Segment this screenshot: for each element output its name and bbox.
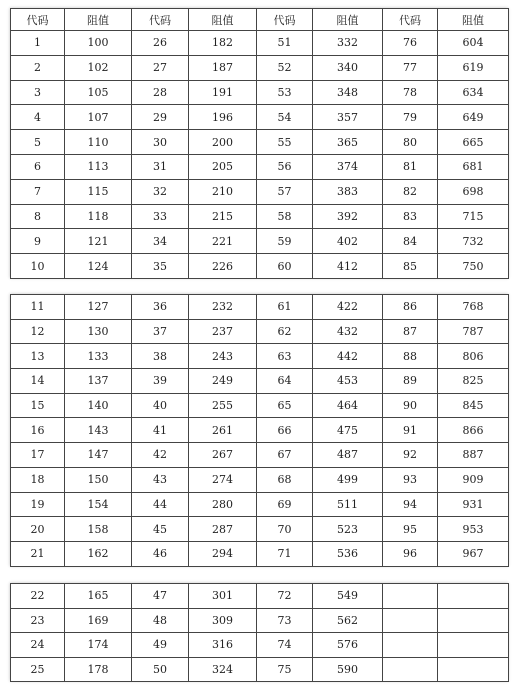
resistance-cell: 499 [313, 467, 383, 492]
code-cell: 79 [383, 105, 438, 130]
table-row [11, 633, 509, 658]
code-cell: 74 [257, 633, 313, 658]
resistance-cell: 294 [189, 541, 257, 566]
code-cell: 13 [11, 344, 65, 369]
code-cell: 80 [383, 130, 438, 155]
code-cell: 35 [132, 254, 189, 279]
code-cell: 94 [383, 492, 438, 517]
code-cell: 60 [257, 254, 313, 279]
resistance-cell: 340 [313, 55, 383, 80]
code-cell: 38 [132, 344, 189, 369]
code-cell: 1 [11, 31, 65, 56]
table-row [11, 319, 509, 344]
resistance-cell: 967 [438, 541, 509, 566]
code-cell: 65 [257, 393, 313, 418]
code-cell: 46 [132, 541, 189, 566]
resistance-cell: 590 [313, 657, 383, 682]
resistance-table-block-1 [10, 8, 508, 278]
resistance-cell: 221 [189, 229, 257, 254]
code-cell: 15 [11, 393, 65, 418]
resistance-cell: 115 [65, 179, 132, 204]
resistance-cell: 301 [189, 584, 257, 609]
resistance-cell: 133 [65, 344, 132, 369]
code-cell: 30 [132, 130, 189, 155]
resistance-cell: 102 [65, 55, 132, 80]
code-cell: 75 [257, 657, 313, 682]
table-row [11, 584, 509, 609]
resistance-cell: 118 [65, 204, 132, 229]
code-cell: 12 [11, 319, 65, 344]
resistance-cell: 121 [65, 229, 132, 254]
code-cell: 62 [257, 319, 313, 344]
resistance-cell: 332 [313, 31, 383, 56]
code-cell: 42 [132, 443, 189, 468]
resistance-cell: 464 [313, 393, 383, 418]
resistance-cell: 562 [313, 608, 383, 633]
resistance-cell: 909 [438, 467, 509, 492]
code-cell: 82 [383, 179, 438, 204]
table-row [11, 393, 509, 418]
code-cell: 34 [132, 229, 189, 254]
resistance-table-1 [10, 8, 509, 279]
code-cell: 41 [132, 418, 189, 443]
code-cell: 78 [383, 80, 438, 105]
table-row [11, 492, 509, 517]
header-resistance: 阻值 [189, 9, 257, 31]
resistance-cell: 887 [438, 443, 509, 468]
code-cell: 53 [257, 80, 313, 105]
code-cell: 59 [257, 229, 313, 254]
resistance-cell: 619 [438, 55, 509, 80]
code-cell: 33 [132, 204, 189, 229]
resistance-cell: 237 [189, 319, 257, 344]
table-row [11, 657, 509, 682]
resistance-cell: 105 [65, 80, 132, 105]
resistance-cell: 453 [313, 369, 383, 394]
table-row [11, 608, 509, 633]
resistance-cell: 150 [65, 467, 132, 492]
resistance-cell: 232 [189, 295, 257, 320]
resistance-cell: 357 [313, 105, 383, 130]
resistance-cell: 140 [65, 393, 132, 418]
code-cell: 96 [383, 541, 438, 566]
resistance-cell: 162 [65, 541, 132, 566]
resistance-cell: 274 [189, 467, 257, 492]
code-cell: 25 [11, 657, 65, 682]
table-row [11, 344, 509, 369]
code-cell: 11 [11, 295, 65, 320]
resistance-cell: 143 [65, 418, 132, 443]
resistance-cell: 715 [438, 204, 509, 229]
code-cell: 8 [11, 204, 65, 229]
code-cell: 14 [11, 369, 65, 394]
resistance-cell [438, 584, 509, 609]
code-cell: 77 [383, 55, 438, 80]
resistance-cell: 226 [189, 254, 257, 279]
table-row [11, 467, 509, 492]
table-row [11, 517, 509, 542]
resistance-cell: 665 [438, 130, 509, 155]
code-cell: 6 [11, 154, 65, 179]
code-cell: 52 [257, 55, 313, 80]
table-row [11, 130, 509, 155]
resistance-cell: 169 [65, 608, 132, 633]
code-cell: 83 [383, 204, 438, 229]
code-cell: 3 [11, 80, 65, 105]
resistance-cell: 536 [313, 541, 383, 566]
resistance-cell: 698 [438, 179, 509, 204]
table-row [11, 418, 509, 443]
resistance-cell: 487 [313, 443, 383, 468]
resistance-cell: 432 [313, 319, 383, 344]
table-row [11, 80, 509, 105]
code-cell: 95 [383, 517, 438, 542]
table-row [11, 154, 509, 179]
resistance-cell: 316 [189, 633, 257, 658]
code-cell: 37 [132, 319, 189, 344]
table-row [11, 105, 509, 130]
table-row [11, 369, 509, 394]
code-cell: 84 [383, 229, 438, 254]
resistance-cell: 475 [313, 418, 383, 443]
resistance-cell: 267 [189, 443, 257, 468]
code-cell: 32 [132, 179, 189, 204]
resistance-cell: 634 [438, 80, 509, 105]
resistance-cell: 523 [313, 517, 383, 542]
code-cell: 90 [383, 393, 438, 418]
resistance-cell: 787 [438, 319, 509, 344]
resistance-table-block-2 [10, 294, 508, 566]
code-cell: 31 [132, 154, 189, 179]
code-cell: 39 [132, 369, 189, 394]
resistance-cell: 309 [189, 608, 257, 633]
resistance-cell: 154 [65, 492, 132, 517]
resistance-cell: 374 [313, 154, 383, 179]
resistance-cell: 931 [438, 492, 509, 517]
resistance-cell: 191 [189, 80, 257, 105]
code-cell: 23 [11, 608, 65, 633]
resistance-cell: 137 [65, 369, 132, 394]
code-cell: 51 [257, 31, 313, 56]
code-cell: 22 [11, 584, 65, 609]
resistance-cell: 953 [438, 517, 509, 542]
resistance-cell: 187 [189, 55, 257, 80]
code-cell: 21 [11, 541, 65, 566]
resistance-cell: 210 [189, 179, 257, 204]
code-cell: 2 [11, 55, 65, 80]
resistance-cell: 255 [189, 393, 257, 418]
resistance-cell: 127 [65, 295, 132, 320]
resistance-cell: 806 [438, 344, 509, 369]
code-cell [383, 584, 438, 609]
code-cell: 91 [383, 418, 438, 443]
resistance-cell: 768 [438, 295, 509, 320]
code-cell: 70 [257, 517, 313, 542]
resistance-cell: 178 [65, 657, 132, 682]
resistance-cell [438, 633, 509, 658]
code-cell: 86 [383, 295, 438, 320]
code-cell: 72 [257, 584, 313, 609]
code-cell: 49 [132, 633, 189, 658]
resistance-cell: 113 [65, 154, 132, 179]
resistance-cell: 750 [438, 254, 509, 279]
code-cell: 45 [132, 517, 189, 542]
code-cell: 50 [132, 657, 189, 682]
resistance-cell: 124 [65, 254, 132, 279]
code-cell: 55 [257, 130, 313, 155]
code-cell [383, 657, 438, 682]
code-cell: 56 [257, 154, 313, 179]
resistance-cell: 402 [313, 229, 383, 254]
code-cell: 68 [257, 467, 313, 492]
resistance-cell: 280 [189, 492, 257, 517]
resistance-cell: 412 [313, 254, 383, 279]
resistance-cell: 383 [313, 179, 383, 204]
resistance-cell: 825 [438, 369, 509, 394]
table-row [11, 443, 509, 468]
table-row [11, 55, 509, 80]
code-cell: 36 [132, 295, 189, 320]
code-cell: 81 [383, 154, 438, 179]
resistance-cell: 165 [65, 584, 132, 609]
resistance-cell: 174 [65, 633, 132, 658]
code-cell: 61 [257, 295, 313, 320]
resistance-cell: 604 [438, 31, 509, 56]
code-cell: 16 [11, 418, 65, 443]
code-cell: 43 [132, 467, 189, 492]
code-cell: 40 [132, 393, 189, 418]
table-row [11, 295, 509, 320]
resistance-cell: 866 [438, 418, 509, 443]
code-cell: 28 [132, 80, 189, 105]
resistance-cell: 576 [313, 633, 383, 658]
resistance-cell: 348 [313, 80, 383, 105]
header-resistance: 阻值 [313, 9, 383, 31]
resistance-table-3 [10, 583, 509, 682]
table-row [11, 229, 509, 254]
resistance-cell: 158 [65, 517, 132, 542]
code-cell: 88 [383, 344, 438, 369]
code-cell: 67 [257, 443, 313, 468]
resistance-cell: 324 [189, 657, 257, 682]
code-cell: 69 [257, 492, 313, 517]
resistance-cell: 732 [438, 229, 509, 254]
code-cell: 89 [383, 369, 438, 394]
resistance-cell: 107 [65, 105, 132, 130]
resistance-cell: 196 [189, 105, 257, 130]
resistance-cell: 110 [65, 130, 132, 155]
resistance-cell [438, 657, 509, 682]
code-cell: 48 [132, 608, 189, 633]
resistance-cell: 249 [189, 369, 257, 394]
header-code: 代码 [132, 9, 189, 31]
resistance-table-2 [10, 294, 509, 567]
code-cell: 17 [11, 443, 65, 468]
table-row [11, 254, 509, 279]
code-cell: 5 [11, 130, 65, 155]
table-row [11, 31, 509, 56]
resistance-cell: 287 [189, 517, 257, 542]
code-cell: 87 [383, 319, 438, 344]
table-row [11, 179, 509, 204]
resistance-cell: 100 [65, 31, 132, 56]
table-row [11, 541, 509, 566]
header-resistance: 阻值 [65, 9, 132, 31]
code-cell: 20 [11, 517, 65, 542]
resistance-cell: 200 [189, 130, 257, 155]
code-cell: 19 [11, 492, 65, 517]
code-cell: 10 [11, 254, 65, 279]
resistance-table-block-3 [10, 583, 508, 681]
header-resistance: 阻值 [438, 9, 509, 31]
code-cell: 92 [383, 443, 438, 468]
resistance-cell: 392 [313, 204, 383, 229]
code-cell: 58 [257, 204, 313, 229]
code-cell: 47 [132, 584, 189, 609]
code-cell: 29 [132, 105, 189, 130]
code-cell: 63 [257, 344, 313, 369]
code-cell: 85 [383, 254, 438, 279]
code-cell [383, 633, 438, 658]
resistance-cell: 205 [189, 154, 257, 179]
resistance-cell [438, 608, 509, 633]
resistance-cell: 365 [313, 130, 383, 155]
code-cell [383, 608, 438, 633]
header-code: 代码 [11, 9, 65, 31]
code-cell: 76 [383, 31, 438, 56]
resistance-cell: 442 [313, 344, 383, 369]
header-code: 代码 [257, 9, 313, 31]
code-cell: 57 [257, 179, 313, 204]
table-row [11, 204, 509, 229]
resistance-cell: 511 [313, 492, 383, 517]
resistance-cell: 182 [189, 31, 257, 56]
code-cell: 71 [257, 541, 313, 566]
code-cell: 66 [257, 418, 313, 443]
code-cell: 18 [11, 467, 65, 492]
code-cell: 64 [257, 369, 313, 394]
resistance-cell: 649 [438, 105, 509, 130]
resistance-cell: 215 [189, 204, 257, 229]
resistance-cell: 261 [189, 418, 257, 443]
code-cell: 4 [11, 105, 65, 130]
code-cell: 7 [11, 179, 65, 204]
code-cell: 93 [383, 467, 438, 492]
resistance-cell: 422 [313, 295, 383, 320]
header-code: 代码 [383, 9, 438, 31]
resistance-cell: 549 [313, 584, 383, 609]
resistance-cell: 681 [438, 154, 509, 179]
resistance-cell: 130 [65, 319, 132, 344]
table-header-row [11, 9, 509, 31]
code-cell: 73 [257, 608, 313, 633]
resistance-cell: 147 [65, 443, 132, 468]
code-cell: 44 [132, 492, 189, 517]
code-cell: 54 [257, 105, 313, 130]
code-cell: 9 [11, 229, 65, 254]
resistance-cell: 243 [189, 344, 257, 369]
code-cell: 26 [132, 31, 189, 56]
code-cell: 24 [11, 633, 65, 658]
resistance-cell: 845 [438, 393, 509, 418]
code-cell: 27 [132, 55, 189, 80]
